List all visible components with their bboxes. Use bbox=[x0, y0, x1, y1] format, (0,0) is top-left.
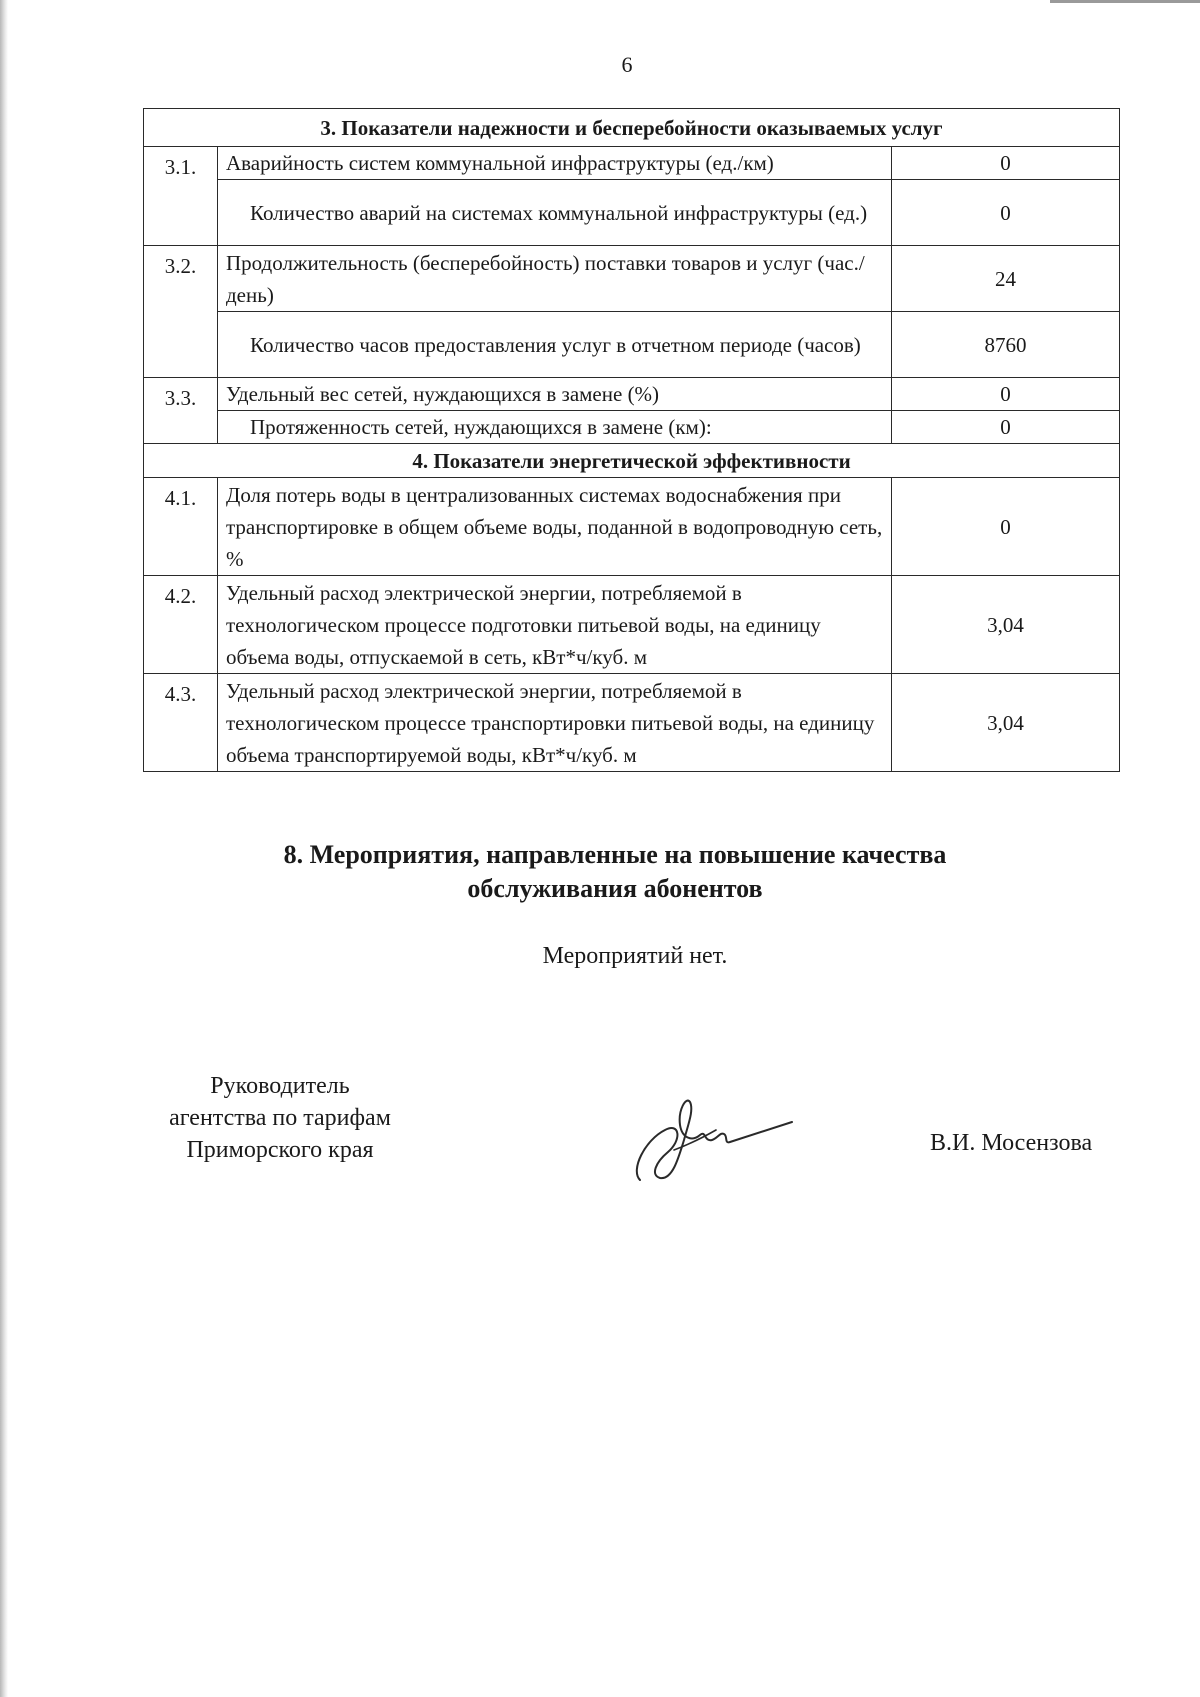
row-description: Количество аварий на системах коммунальной инфраструктуры (ед.) bbox=[218, 180, 892, 246]
row-value: 0 bbox=[892, 378, 1120, 411]
scan-top-edge-mark bbox=[1050, 0, 1200, 3]
row-number: 4.2. bbox=[144, 576, 218, 674]
row-number: 4.3. bbox=[144, 674, 218, 772]
row-value: 0 bbox=[892, 180, 1120, 246]
handwritten-signature-icon bbox=[620, 1080, 800, 1190]
signer-position bbox=[120, 1070, 440, 1166]
table-row bbox=[144, 147, 1120, 180]
row-value: 0 bbox=[892, 478, 1120, 576]
table-row bbox=[144, 378, 1120, 411]
row-value: 24 bbox=[892, 246, 1120, 312]
indicators-table bbox=[143, 108, 1120, 772]
scan-left-edge-shadow bbox=[0, 0, 8, 1697]
section-4-title: 4. Показатели энергетической эффективности bbox=[144, 444, 1120, 478]
signer-position-line2: агентства по тарифам bbox=[169, 1105, 391, 1131]
table-row bbox=[144, 478, 1120, 576]
row-value: 0 bbox=[892, 411, 1120, 444]
row-description: Удельный расход электрической энергии, потребляемой в технологическом процессе подготовки питьевой воды, на единицу объема воды, отпускаемой в сеть, кВт*ч/куб. м bbox=[218, 576, 892, 674]
table-section-row bbox=[144, 109, 1120, 147]
signer-position-line1: Руководитель bbox=[210, 1073, 350, 1099]
table-row bbox=[144, 180, 1120, 246]
row-description: Продолжительность (бесперебойность) поставки товаров и услуг (час./день) bbox=[218, 246, 892, 312]
signer-position-line3: Приморского края bbox=[186, 1137, 374, 1163]
row-value: 0 bbox=[892, 147, 1120, 180]
row-number: 3.2. bbox=[144, 246, 218, 378]
section-8-title-line2: обслуживания абонентов bbox=[467, 874, 763, 903]
row-number: 3.3. bbox=[144, 378, 218, 444]
row-value: 3,04 bbox=[892, 674, 1120, 772]
section-8-body: Мероприятий нет. bbox=[542, 943, 728, 969]
signer-name: В.И. Мосензова bbox=[930, 1130, 1093, 1156]
row-description: Удельный расход электрической энергии, потребляемой в технологическом процессе транспортировки питьевой воды, на единицу объема транспортируемой воды, кВт*ч/куб. м bbox=[218, 674, 892, 772]
row-description: Аварийность систем коммунальной инфраструктуры (ед./км) bbox=[218, 147, 892, 180]
table-row bbox=[144, 411, 1120, 444]
row-number: 4.1. bbox=[144, 478, 218, 576]
section-8-title-line1: 8. Мероприятия, направленные на повышение качества bbox=[283, 840, 947, 869]
table-row bbox=[144, 576, 1120, 674]
section-3-title: 3. Показатели надежности и бесперебойности оказываемых услуг bbox=[144, 109, 1120, 147]
row-description: Количество часов предоставления услуг в отчетном периоде (часов) bbox=[218, 312, 892, 378]
row-description: Удельный вес сетей, нуждающихся в замене (%) bbox=[218, 378, 892, 411]
row-description: Доля потерь воды в централизованных системах водоснабжения при транспортировке в общем объеме воды, поданной в водопроводную сеть, % bbox=[218, 478, 892, 576]
table-section-row bbox=[144, 444, 1120, 478]
row-value: 8760 bbox=[892, 312, 1120, 378]
page-number: 6 bbox=[621, 52, 633, 77]
table-row bbox=[144, 674, 1120, 772]
row-number: 3.1. bbox=[144, 147, 218, 246]
table-row bbox=[144, 312, 1120, 378]
row-value: 3,04 bbox=[892, 576, 1120, 674]
section-8-title bbox=[200, 838, 1030, 906]
table-row bbox=[144, 246, 1120, 312]
row-description: Протяженность сетей, нуждающихся в замене (км): bbox=[218, 411, 892, 444]
